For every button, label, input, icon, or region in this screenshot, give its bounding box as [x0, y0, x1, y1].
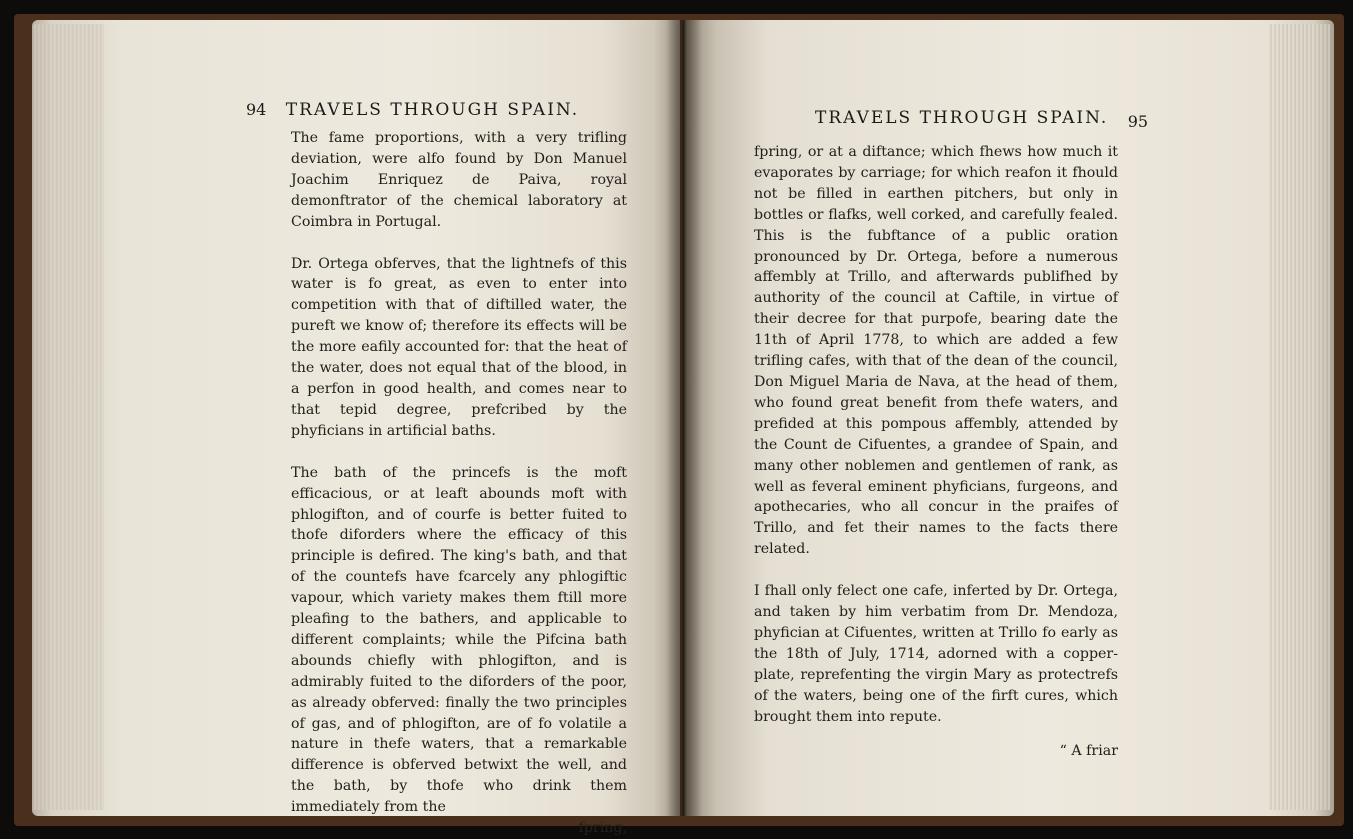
right-paragraph-2: I fhall only felect one cafe, inferted by Dr. Ortega, and taken by him verbatim from Dr. Mendoza, phyfician at Cifuentes, written at Trillo fo early as the 18th of July, 1714, adorned with a copper-plate, reprefenting the virgin Mary as protectrefs of the waters, being one of the firft cures, which brought them into repute.	[754, 583, 1118, 725]
left-page-text	[291, 128, 627, 839]
right-catchword: “ A friar	[1059, 743, 1118, 760]
right-page-number: 95	[1127, 112, 1149, 131]
left-page-number: 94	[246, 100, 267, 119]
left-paragraph-2: Dr. Ortega obferves, that the lightnefs of this water is fo great, as even to enter into competition with that of diftilled water, the pureft we know of; therefore its effects will be the more eafily accounted for: that the heat of the water, does not equal that of the blood, in a perfon in good health, and comes near to that tepid degree, prefcribed by the phyficians in artificial baths.	[291, 255, 627, 439]
left-running-head	[246, 100, 579, 120]
right-running-head	[815, 108, 1149, 131]
left-page-edges	[34, 24, 104, 810]
left-paragraph-1: The fame proportions, with a very trifling deviation, were alfo found by Don Manuel Joachim Enriquez de Paiva, royal demonftrator of the chemical laboratory at Coimbra in Portugal.	[291, 130, 627, 230]
book-gutter	[666, 20, 702, 816]
left-running-head-title: TRAVELS THROUGH SPAIN.	[285, 100, 580, 120]
left-catchword: fpring,	[578, 820, 627, 837]
right-paragraph-1: fpring, or at a diftance; which fhews how much it evaporates by carriage; for which reafon it fhould not be filled in earthen pitchers, but only in bottles or flafks, well corked, and carefully fealed. This is the fubftance of a public oration pronounced by Dr. Ortega, before a numerous affembly at Trillo, and afterwards publifhed by authority of the council at Caftile, in virtue of their decree for that purpofe, bearing date the 11th of April 1778, to which are added a few trifling cafes, with that of the dean of the council, Don Miguel Maria de Nava, at the head of them, who found great benefit from thefe waters, and prefided at this pompous affembly, attended by the Count de Cifuentes, a grandee of Spain, and many other noblemen and gentlemen of rank, as well as feveral eminent phyficians, furgeons, and apothecaries, who all concur in the praifes of Trillo, and fet their names to the facts there related.	[754, 144, 1118, 558]
right-running-head-title: TRAVELS THROUGH SPAIN.	[815, 108, 1109, 128]
left-paragraph-3: The bath of the princefs is the moft efficacious, or at leaft abounds moft with phlogifton, and of courfe is better fuited to thofe diforders where the efficacy of this principle is defired. The king's bath, and that of the countefs have fcarcely any phlogiftic vapour, which variety makes them ftill more pleafing to the bathers, and applicable to different complaints; while the Pifcina bath abounds chiefly with phlogifton, and is admirably fuited to the diforders of the poor, as already obferved: finally the two principles of gas, and of phlogifton, are of fo volatile a nature in thefe waters, that a remarkable difference is obferved betwixt the well, and the bath, by thofe who drink them immediately from the	[291, 464, 627, 816]
right-page-text	[754, 142, 1118, 762]
right-page-edges	[1268, 24, 1330, 810]
